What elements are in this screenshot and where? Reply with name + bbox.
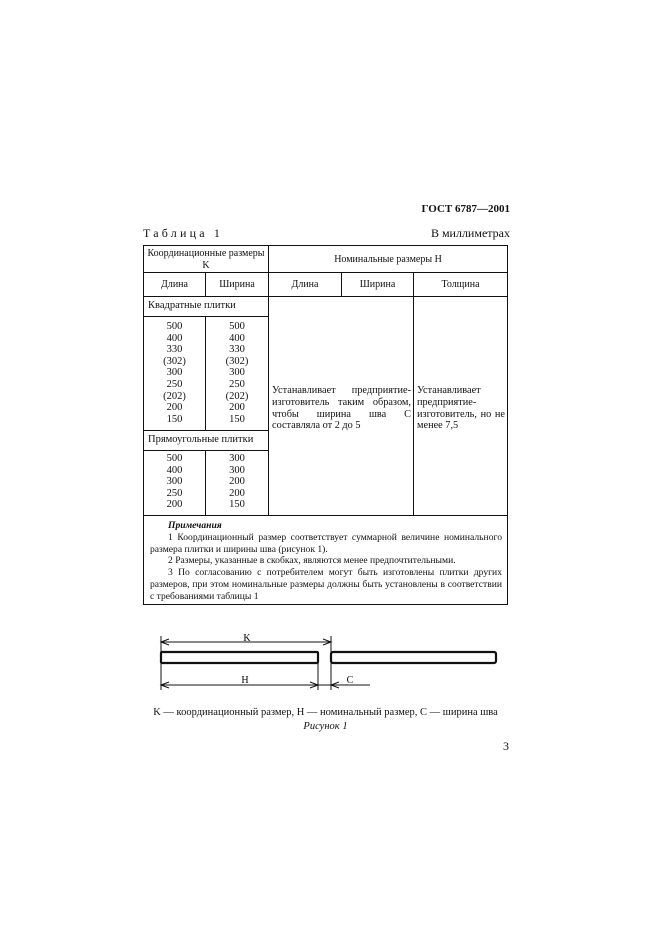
square-lengths bbox=[144, 321, 205, 425]
value: 250 bbox=[229, 378, 245, 390]
header-nom-length: Длина bbox=[291, 279, 319, 290]
value: 330 bbox=[229, 344, 245, 356]
value: 200 bbox=[229, 487, 245, 499]
section-rect-label: Прямоугольные плитки bbox=[148, 434, 254, 445]
value: 250 bbox=[166, 487, 183, 499]
nominal-thickness-text: Устанавливает предприятие-изготовитель, но не менее 7,5 bbox=[417, 385, 505, 432]
value: 150 bbox=[166, 413, 183, 425]
header-coord-symbol: K bbox=[202, 260, 210, 271]
value: 300 bbox=[229, 453, 245, 464]
value: (302) bbox=[163, 355, 186, 367]
value: 300 bbox=[229, 367, 245, 379]
table-title: Таблица 1 bbox=[143, 226, 224, 240]
value: 150 bbox=[229, 499, 245, 511]
row-divider bbox=[144, 296, 507, 297]
row-divider bbox=[144, 515, 507, 516]
value: (302) bbox=[225, 355, 249, 367]
header-coord-label: Координационные размеры bbox=[147, 248, 265, 259]
notes-block bbox=[150, 520, 502, 603]
page-number: 3 bbox=[503, 739, 509, 753]
value: 150 bbox=[229, 413, 245, 425]
value: 200 bbox=[229, 476, 245, 488]
value: 400 bbox=[229, 332, 245, 344]
header-coord-length: Длина bbox=[161, 279, 188, 290]
dimensions-table bbox=[143, 245, 508, 605]
notes-title: Примечания bbox=[168, 520, 222, 531]
joint-diagram bbox=[155, 632, 500, 692]
value: 200 bbox=[229, 402, 245, 414]
tile-joint-drawing bbox=[155, 632, 500, 692]
header-nom-width: Ширина bbox=[359, 279, 396, 290]
header-nominal-group: Номинальные размеры H bbox=[334, 254, 442, 265]
nominal-length-width-text: Устанавливает предприятие-изготовитель таким образом, чтобы ширина шва С составляла от 2 до 5 bbox=[272, 385, 411, 432]
value: (202) bbox=[225, 390, 249, 402]
value: 300 bbox=[166, 367, 183, 379]
note-item: 2 Размеры, указанные в скобках, являются менее предпочтительными. bbox=[168, 555, 456, 567]
value: 330 bbox=[166, 344, 183, 356]
col-divider bbox=[413, 272, 414, 515]
standard-number: ГОСТ 6787—2001 bbox=[421, 203, 510, 215]
value: 500 bbox=[166, 453, 183, 464]
table-units: В миллиметрах bbox=[430, 226, 510, 240]
label-h: H bbox=[241, 675, 249, 686]
row-divider bbox=[144, 316, 269, 317]
value: (202) bbox=[163, 390, 186, 402]
header-coord-group bbox=[144, 248, 268, 272]
value: 250 bbox=[166, 378, 183, 390]
row-divider bbox=[144, 450, 269, 451]
label-c: C bbox=[346, 675, 354, 686]
rect-widths bbox=[206, 453, 268, 511]
header-coord-width: Ширина bbox=[219, 279, 255, 290]
section-square-label: Квадратные плитки bbox=[148, 300, 236, 311]
value: 500 bbox=[166, 321, 183, 332]
label-k: K bbox=[243, 633, 251, 644]
value: 500 bbox=[229, 321, 245, 332]
value: 300 bbox=[166, 476, 183, 488]
figure-title: Рисунок 1 bbox=[303, 721, 348, 732]
rect-lengths bbox=[144, 453, 205, 511]
value: 300 bbox=[229, 464, 245, 476]
row-divider bbox=[144, 430, 269, 431]
row-divider bbox=[144, 272, 507, 273]
figure-caption: K — координационный размер, H — номинальный размер, C — ширина шва bbox=[153, 707, 498, 718]
value: 400 bbox=[166, 332, 183, 344]
square-widths bbox=[206, 321, 268, 425]
header-nom-thickness: Толщина bbox=[441, 279, 480, 290]
value: 400 bbox=[166, 464, 183, 476]
value: 200 bbox=[166, 499, 183, 511]
value: 200 bbox=[166, 402, 183, 414]
note-item: 1 Координационный размер соответствует суммарной величине номинального размера плитки и ширины шва (рисунок 1). bbox=[150, 531, 502, 555]
note-item: 3 По согласованию с потребителем могут быть изготовлены плитки других размеров, при этом номинальные размеры должны быть установлены в соответствии с требованиями таблицы 1 bbox=[150, 567, 502, 602]
